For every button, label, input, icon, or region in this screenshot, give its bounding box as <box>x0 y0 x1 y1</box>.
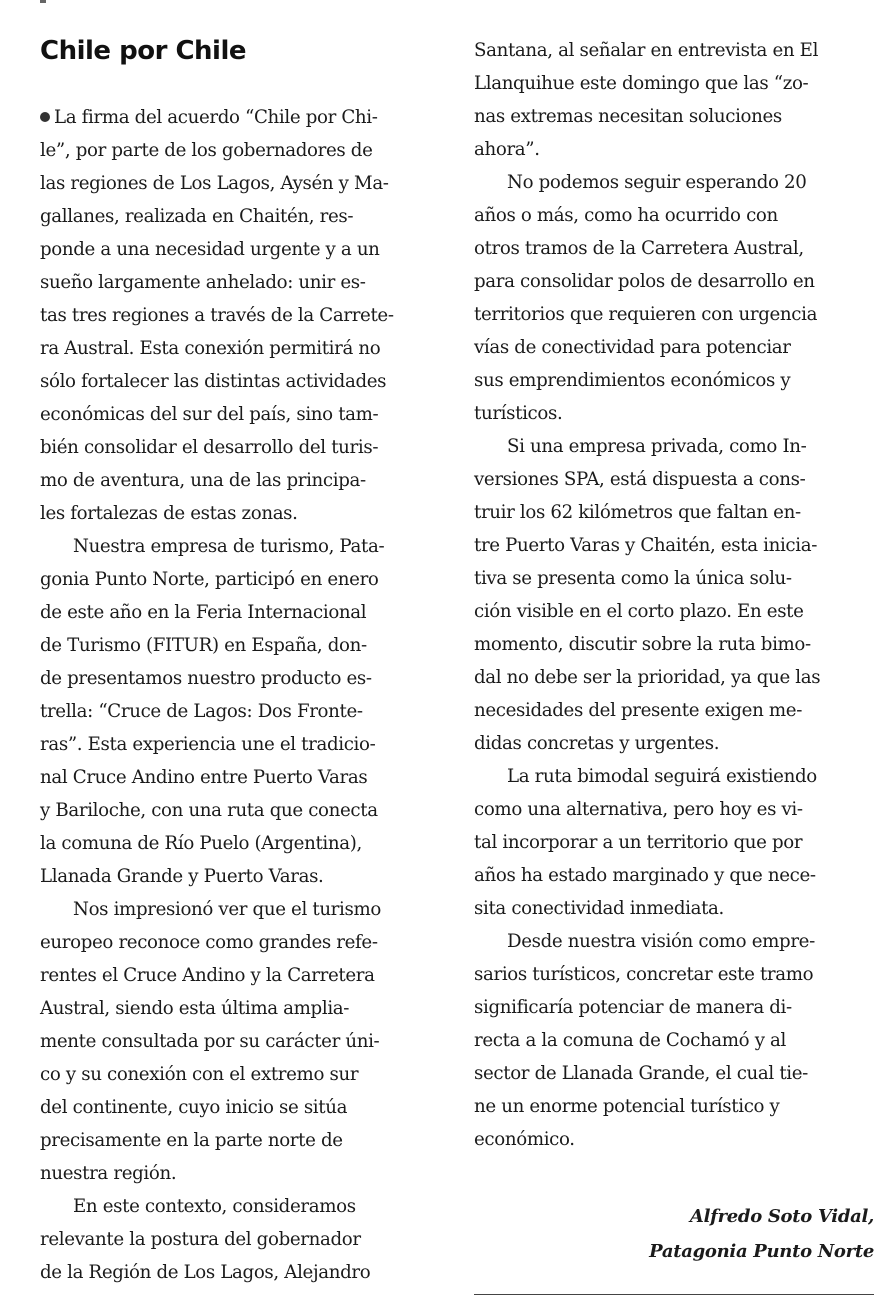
body-text-line <box>40 827 362 860</box>
body-text-line <box>40 134 372 167</box>
line-text: nas extremas necesitan soluciones <box>474 106 782 127</box>
line-text: sueño largamente anhelado: unir es- <box>40 272 366 293</box>
body-text-line <box>474 727 719 760</box>
body-text-line <box>507 166 806 199</box>
line-text: dal no debe ser la prioridad, ya que las <box>474 667 821 688</box>
line-text: de presentamos nuestro producto es- <box>40 668 372 689</box>
body-text-line <box>474 595 804 628</box>
body-text-line <box>474 1024 786 1057</box>
body-text-line <box>474 1090 780 1123</box>
line-text: sus emprendimientos económicos y <box>474 370 791 391</box>
line-text: les fortalezas de estas zonas. <box>40 503 298 524</box>
body-text-line <box>474 67 808 100</box>
line-text: precisamente en la parte norte de <box>40 1130 343 1151</box>
line-text: sarios turísticos, concretar este tramo <box>474 964 814 985</box>
signature-organization: Patagonia Punto Norte <box>649 1241 874 1262</box>
body-text-line <box>474 496 801 529</box>
line-text: significaría potenciar de manera di- <box>474 997 792 1018</box>
line-text: Austral, siendo esta última amplia- <box>40 998 350 1019</box>
line-text: y Bariloche, con una ruta que conecta <box>40 800 378 821</box>
line-text: recta a la comuna de Cochamó y al <box>474 1030 787 1051</box>
body-text-line <box>474 331 791 364</box>
body-text-line <box>474 562 792 595</box>
body-text-line <box>474 694 802 727</box>
line-text: momento, discutir sobre la ruta bimo- <box>474 634 811 655</box>
line-text: vías de conectividad para potenciar <box>474 337 791 358</box>
body-text-line <box>40 1223 361 1256</box>
body-text-line <box>40 200 353 233</box>
body-text-line <box>40 365 386 398</box>
body-text-line <box>474 1057 808 1090</box>
line-text: En este contexto, consideramos <box>73 1196 356 1217</box>
body-text-line <box>40 1058 358 1091</box>
line-text: nal Cruce Andino entre Puerto Varas <box>40 767 368 788</box>
line-text: ras”. Esta experiencia une el tradicio- <box>40 734 376 755</box>
bullet-icon <box>40 112 50 122</box>
line-text: La firma del acuerdo “Chile por Chi- <box>54 107 378 128</box>
line-text: relevante la postura del gobernador <box>40 1229 361 1250</box>
body-text-line <box>40 1256 370 1289</box>
line-text: de este año en la Feria Internacional <box>40 602 367 623</box>
body-text-line <box>40 167 389 200</box>
body-text-line <box>40 992 349 1025</box>
line-text: años o más, como ha ocurrido con <box>474 205 778 226</box>
body-text-line <box>40 1091 347 1124</box>
line-text: tal incorporar a un territorio que por <box>474 832 803 853</box>
line-text: tre Puerto Varas y Chaitén, esta inicia- <box>474 535 818 556</box>
body-text-line <box>474 463 805 496</box>
signature-name: Alfredo Soto Vidal, <box>689 1206 874 1227</box>
line-text: truir los 62 kilómetros que faltan en- <box>474 502 801 523</box>
body-text-line <box>40 1025 379 1058</box>
line-text: co y su conexión con el extremo sur <box>40 1064 359 1085</box>
line-text: necesidades del presente exigen me- <box>474 700 802 721</box>
body-text-line <box>40 695 363 728</box>
body-text-line <box>474 661 820 694</box>
line-text: versiones SPA, está dispuesta a cons- <box>474 469 806 490</box>
line-text: tas tres regiones a través de la Carrete- <box>40 305 394 326</box>
line-text: tiva se presenta como la única solu- <box>474 568 792 589</box>
line-text: económicas del sur del país, sino tam- <box>40 404 379 425</box>
line-text: le”, por parte de los gobernadores de <box>40 140 373 161</box>
body-text-line <box>73 893 381 926</box>
top-edge-mark <box>40 0 46 3</box>
body-text-line <box>40 926 378 959</box>
body-text-line <box>40 233 380 266</box>
body-text-line <box>73 1190 356 1223</box>
body-text-line <box>474 199 778 232</box>
line-text: otros tramos de la Carretera Austral, <box>474 238 804 259</box>
line-text: gonia Punto Norte, participó en enero <box>40 569 379 590</box>
body-text-line <box>474 100 782 133</box>
article-title: Chile por Chile <box>40 36 246 66</box>
line-text: Llanquihue este domingo que las “zo- <box>474 73 809 94</box>
line-text: Nuestra empresa de turismo, Pata- <box>73 536 385 557</box>
body-text-line <box>40 398 378 431</box>
body-text-line <box>40 464 366 497</box>
body-text-line <box>40 794 378 827</box>
line-text: europeo reconoce como grandes refe- <box>40 932 378 953</box>
body-text-line <box>40 959 375 992</box>
line-text: sólo fortalecer las distintas actividades <box>40 371 387 392</box>
body-text-line <box>474 133 540 166</box>
body-text-line <box>507 430 806 463</box>
body-text-line <box>474 628 811 661</box>
line-text: didas concretas y urgentes. <box>474 733 720 754</box>
body-text-line <box>474 826 802 859</box>
body-text-line <box>40 728 375 761</box>
line-text: Si una empresa privada, como In- <box>507 436 807 457</box>
line-text: económico. <box>474 1129 575 1150</box>
line-text: Desde nuestra visión como empre- <box>507 931 815 952</box>
line-text: ponde a una necesidad urgente y a un <box>40 239 380 260</box>
line-text: las regiones de Los Lagos, Aysén y Ma- <box>40 173 389 194</box>
body-text-line <box>474 34 818 67</box>
body-text-line <box>40 860 324 893</box>
body-text-line <box>474 991 792 1024</box>
line-text: mente consultada por su carácter úni- <box>40 1031 380 1052</box>
line-text: ne un enorme potencial turístico y <box>474 1096 780 1117</box>
line-text: para consolidar polos de desarrollo en <box>474 271 815 292</box>
line-text: la comuna de Río Puelo (Argentina), <box>40 833 362 854</box>
line-text: rentes el Cruce Andino y la Carretera <box>40 965 375 986</box>
line-text: Nos impresionó ver que el turismo <box>73 899 381 920</box>
line-text: de Turismo (FITUR) en España, don- <box>40 635 367 656</box>
body-text-line <box>474 298 817 331</box>
body-text-line <box>474 793 803 826</box>
body-text-line <box>40 299 394 332</box>
body-text-line <box>474 1123 575 1156</box>
body-text-line <box>474 529 817 562</box>
line-text: turísticos. <box>474 403 563 424</box>
line-text: gallanes, realizada en Chaitén, res- <box>40 206 354 227</box>
body-text-line <box>40 1124 343 1157</box>
body-text-line <box>73 530 384 563</box>
body-text-line <box>40 761 367 794</box>
line-text: La ruta bimodal seguirá existiendo <box>507 766 817 787</box>
body-text-line <box>507 760 817 793</box>
line-text: Llanada Grande y Puerto Varas. <box>40 866 324 887</box>
line-text: como una alternativa, pero hoy es vi- <box>474 799 803 820</box>
body-text-line <box>40 563 379 596</box>
line-text: Santana, al señalar en entrevista en El <box>474 40 819 61</box>
body-text-line <box>40 497 298 530</box>
line-text: ahora”. <box>474 139 540 160</box>
line-text: territorios que requieren con urgencia <box>474 304 818 325</box>
line-text: trella: “Cruce de Lagos: Dos Fronte- <box>40 701 363 722</box>
body-text-line <box>474 958 813 991</box>
body-text-line <box>40 662 372 695</box>
line-text: sita conectividad inmediata. <box>474 898 724 919</box>
body-text-line <box>40 596 366 629</box>
line-text: años ha estado marginado y que nece- <box>474 865 816 886</box>
body-text-line <box>40 266 366 299</box>
line-text: sector de Llanada Grande, el cual tie- <box>474 1063 808 1084</box>
line-text: mo de aventura, una de las principa- <box>40 470 366 491</box>
body-text-line <box>40 332 380 365</box>
body-text-line <box>474 892 724 925</box>
body-text-line <box>474 859 816 892</box>
body-text-line <box>40 629 367 662</box>
body-text-line <box>40 1157 176 1190</box>
body-text-line <box>474 397 562 430</box>
bottom-rule <box>474 1294 874 1295</box>
line-text: ra Austral. Esta conexión permitirá no <box>40 338 381 359</box>
line-text: del continente, cuyo inicio se sitúa <box>40 1097 348 1118</box>
line-text: ción visible en el corto plazo. En este <box>474 601 804 622</box>
body-text-line <box>474 364 790 397</box>
body-text-line <box>474 232 804 265</box>
body-text-line <box>507 925 815 958</box>
line-text: bién consolidar el desarrollo del turis- <box>40 437 379 458</box>
body-text-line <box>40 101 378 134</box>
line-text: de la Región de Los Lagos, Alejandro <box>40 1262 371 1283</box>
body-text-line <box>474 265 815 298</box>
body-text-line <box>40 431 378 464</box>
line-text: No podemos seguir esperando 20 <box>507 172 807 193</box>
line-text: nuestra región. <box>40 1163 177 1184</box>
